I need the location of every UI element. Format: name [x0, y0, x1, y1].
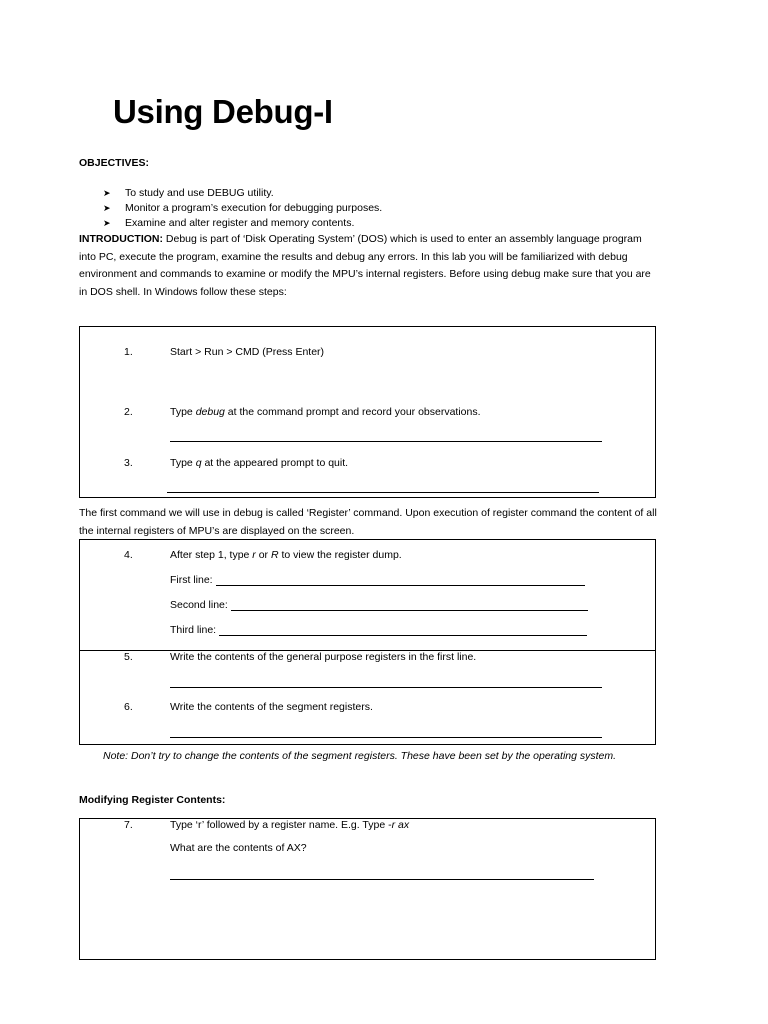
introduction-label: INTRODUCTION:: [79, 233, 163, 245]
first-line-field: First line:: [170, 574, 585, 586]
answer-line[interactable]: [170, 737, 602, 738]
introduction-paragraph: INTRODUCTION: Debug is part of ‘Disk Operating System’ (DOS) which is used to enter an assembly language program into PC, execute the program, examine the results and debug any errors. In this lab you will be familiarized with debug environment and commands to examine or modify the MPU’s internal registers. Before using debug make sure that you are in DOS shell. In Windows follow these steps:: [79, 233, 651, 298]
note-text: Note: Don’t try to change the contents of the segment registers. These have been set by the operating system.: [103, 750, 617, 762]
steps-box-1: 1. Start > Run > CMD (Press Enter) 2. Type debug at the command prompt and record your observations. 3. Type q at the appeared prompt to quit.: [79, 326, 656, 498]
answer-line[interactable]: [170, 879, 594, 880]
answer-line[interactable]: [167, 492, 599, 493]
steps-box-4: 7. Type ‘r’ followed by a register name. E.g. Type -r ax What are the contents of AX?: [79, 818, 656, 960]
page-title: Using Debug-I: [113, 93, 333, 130]
answer-line[interactable]: [219, 626, 587, 636]
objectives-heading: OBJECTIVES:: [79, 157, 150, 169]
arrow-bullet-icon: ➤: [103, 203, 111, 213]
answer-line[interactable]: [216, 576, 585, 586]
arrow-bullet-icon: ➤: [103, 188, 111, 198]
list-item: ➤ Examine and alter register and memory contents.: [103, 217, 355, 229]
modifying-register-heading: Modifying Register Contents:: [79, 794, 226, 806]
steps-box-2: 4. After step 1, type r or R to view the register dump. First line: Second line: Third line:: [79, 539, 656, 651]
register-command-paragraph: The first command we will use in debug is called ‘Register’ command. Upon execution of register command the content of all the internal registers of MPU’s are displayed on the screen.: [79, 507, 657, 537]
objectives-list: [103, 186, 382, 231]
steps-box-3: 5. Write the contents of the general purpose registers in the first line. 6. Write the contents of the segment registers.: [79, 650, 656, 745]
third-line-field: Third line:: [170, 624, 587, 636]
list-item: ➤ To study and use DEBUG utility.: [103, 187, 274, 199]
second-line-field: Second line:: [170, 599, 588, 611]
answer-line[interactable]: [170, 441, 602, 442]
answer-line[interactable]: [231, 601, 588, 611]
answer-line[interactable]: [170, 687, 602, 688]
list-item: ➤ Monitor a program’s execution for debugging purposes.: [103, 202, 383, 214]
arrow-bullet-icon: ➤: [103, 218, 111, 228]
